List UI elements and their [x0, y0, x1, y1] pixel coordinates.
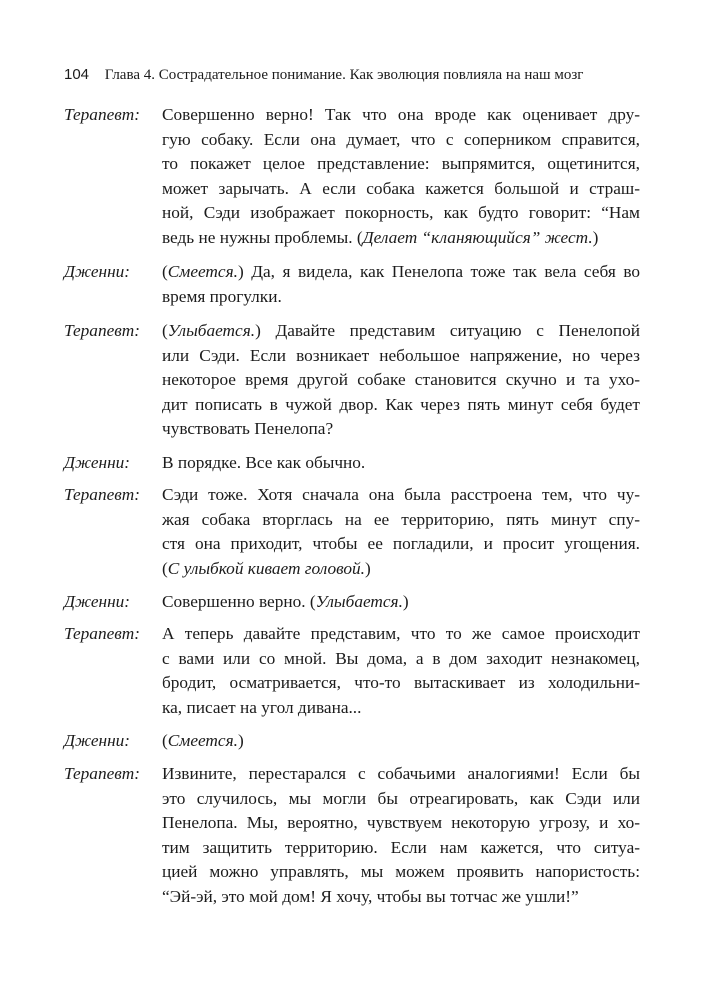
speaker-label: Терапевт:	[64, 485, 140, 504]
stage-direction: Делает “кланяющийся” жест.	[362, 227, 593, 247]
dialogue-turn	[64, 483, 644, 581]
stage-direction: Улыбается.	[315, 592, 403, 611]
utterance-line	[162, 762, 640, 787]
utterance-text: (	[162, 262, 168, 281]
utterance-line	[162, 226, 640, 251]
utterance-text: то покажет целое представление: выпрямится, ощетинится,	[162, 154, 640, 173]
utterance-text: Совершенно верно! Так что она вроде как оценивает дру-	[162, 105, 640, 124]
utterance-text: Совершенно верно. (	[162, 592, 316, 611]
utterance-line	[162, 260, 640, 285]
utterance-line	[162, 729, 640, 754]
utterance-text: Пенелопа. Мы, вероятно, чувствуем некоторую угрозу, и хо-	[162, 813, 640, 832]
utterance-text: ной, Сэди изображает покорность, как будто говорит: “Нам	[162, 203, 640, 222]
utterance-text: Сэди тоже. Хотя сначала она была расстроена тем, что чу-	[162, 485, 640, 504]
running-title: Глава 4. Сострадательное понимание. Как эволюция повлияла на наш мозг	[104, 67, 584, 83]
utterance-text: жая собака вторглась на ее территорию, пять минут спу-	[162, 509, 640, 529]
utterance-line	[162, 344, 640, 369]
stage-direction: Улыбается.	[167, 321, 256, 340]
stage-direction: Смеется.	[167, 262, 238, 281]
utterance-text: )	[237, 731, 244, 750]
utterance-line	[162, 152, 640, 177]
utterance-text: это случилось, мы могли бы отреагировать, как Сэди или	[162, 788, 640, 808]
utterance-line	[162, 393, 640, 418]
utterance-line	[162, 483, 640, 508]
utterance-line	[162, 417, 640, 442]
utterance-text: )	[592, 227, 599, 247]
utterance-line	[162, 811, 640, 836]
utterance-text: ) Да, я видела, как Пенелопа тоже так вела себя во	[237, 262, 640, 281]
utterance-text: ведь не нужны проблемы. (	[162, 227, 363, 247]
utterance-line	[162, 177, 640, 202]
utterance-line	[162, 885, 640, 910]
utterance-text: может зарычать. А если собака кажется большой и страш-	[162, 178, 640, 198]
dialogue-turn	[64, 451, 644, 476]
utterance-line	[162, 787, 640, 812]
utterance-line	[162, 557, 640, 582]
utterance-line	[162, 647, 640, 672]
utterance-text: (	[162, 558, 168, 578]
dialogue-turn	[64, 622, 644, 720]
utterance-line	[162, 696, 640, 721]
utterance-text: “Эй-эй, это мой дом! Я хочу, чтобы вы тотчас же ушли!”	[162, 886, 579, 906]
utterance-line	[162, 319, 640, 344]
speaker-label: Дженни:	[64, 453, 131, 472]
utterance-line	[162, 368, 640, 393]
utterance-text: с вами или со мной. Вы дома, а в дом заходит незнакомец,	[162, 648, 640, 668]
utterance-line	[162, 532, 640, 557]
speaker-label: Терапевт:	[64, 764, 140, 783]
utterance-line	[162, 508, 640, 533]
utterance-text: гую собаку. Если она думает, что с соперником справится,	[162, 129, 640, 149]
utterance-line	[162, 201, 640, 226]
speaker-label: Дженни:	[64, 592, 131, 611]
utterance-text: чувствовать Пенелопа?	[162, 419, 334, 438]
utterance-text: тим защитить территорию. Если нам кажется, что ситуа-	[162, 837, 640, 857]
utterance-text: (	[162, 731, 168, 750]
dialogue-turn	[64, 729, 644, 754]
speaker-label: Дженни:	[64, 731, 131, 750]
speaker-label: Терапевт:	[64, 624, 140, 643]
dialogue-turn	[64, 319, 644, 442]
dialogue-turn	[64, 260, 644, 309]
utterance-text: стя она приходит, чтобы ее погладили, и просит угощения.	[162, 534, 640, 553]
utterance-text: )	[402, 592, 409, 611]
utterance-line	[162, 860, 640, 885]
utterance-text: В порядке. Все как обычно.	[162, 453, 366, 472]
speaker-label: Дженни:	[64, 262, 131, 281]
utterance-text: бродит, осматривается, что-то вытаскивает из холодильни-	[162, 673, 640, 692]
utterance-text: или Сэди. Если возникает небольшое напряжение, но через	[162, 345, 640, 365]
utterance-line	[162, 590, 640, 615]
utterance-line	[162, 103, 640, 128]
stage-direction: С улыбкой кивает головой.	[167, 558, 365, 578]
speaker-label: Терапевт:	[64, 105, 140, 124]
page-number: 104	[64, 66, 90, 83]
dialogue-turn	[64, 103, 644, 250]
utterance-line	[162, 836, 640, 861]
utterance-text: ка, писает на угол дивана...	[162, 697, 362, 717]
utterance-text: А теперь давайте представим, что то же самое происходит	[162, 624, 640, 643]
utterance-line	[162, 128, 640, 153]
utterance-text: некоторое время другой собаке становится скучно и та ухо-	[162, 370, 640, 389]
utterance-text: ) Давайте представим ситуацию с Пенелопой	[255, 321, 640, 340]
utterance-text: дит пописать в чужой двор. Как через пять минут себя будет	[162, 394, 640, 414]
utterance-text: цией можно управлять, мы можем проявить напористость:	[162, 862, 640, 881]
utterance-text: время прогулки.	[162, 286, 282, 306]
utterance-text: Извините, перестарался с собачьими аналогиями! Если бы	[162, 764, 640, 783]
utterance-line	[162, 285, 640, 310]
utterance-text: (	[162, 321, 168, 340]
dialogue-turn	[64, 762, 644, 909]
dialogue-turn	[64, 590, 644, 615]
utterance-line	[162, 622, 640, 647]
stage-direction: Смеется.	[167, 731, 238, 750]
running-header	[64, 66, 644, 88]
utterance-line	[162, 671, 640, 696]
utterance-line	[162, 451, 640, 476]
speaker-label: Терапевт:	[64, 321, 140, 340]
utterance-text: )	[364, 558, 371, 578]
